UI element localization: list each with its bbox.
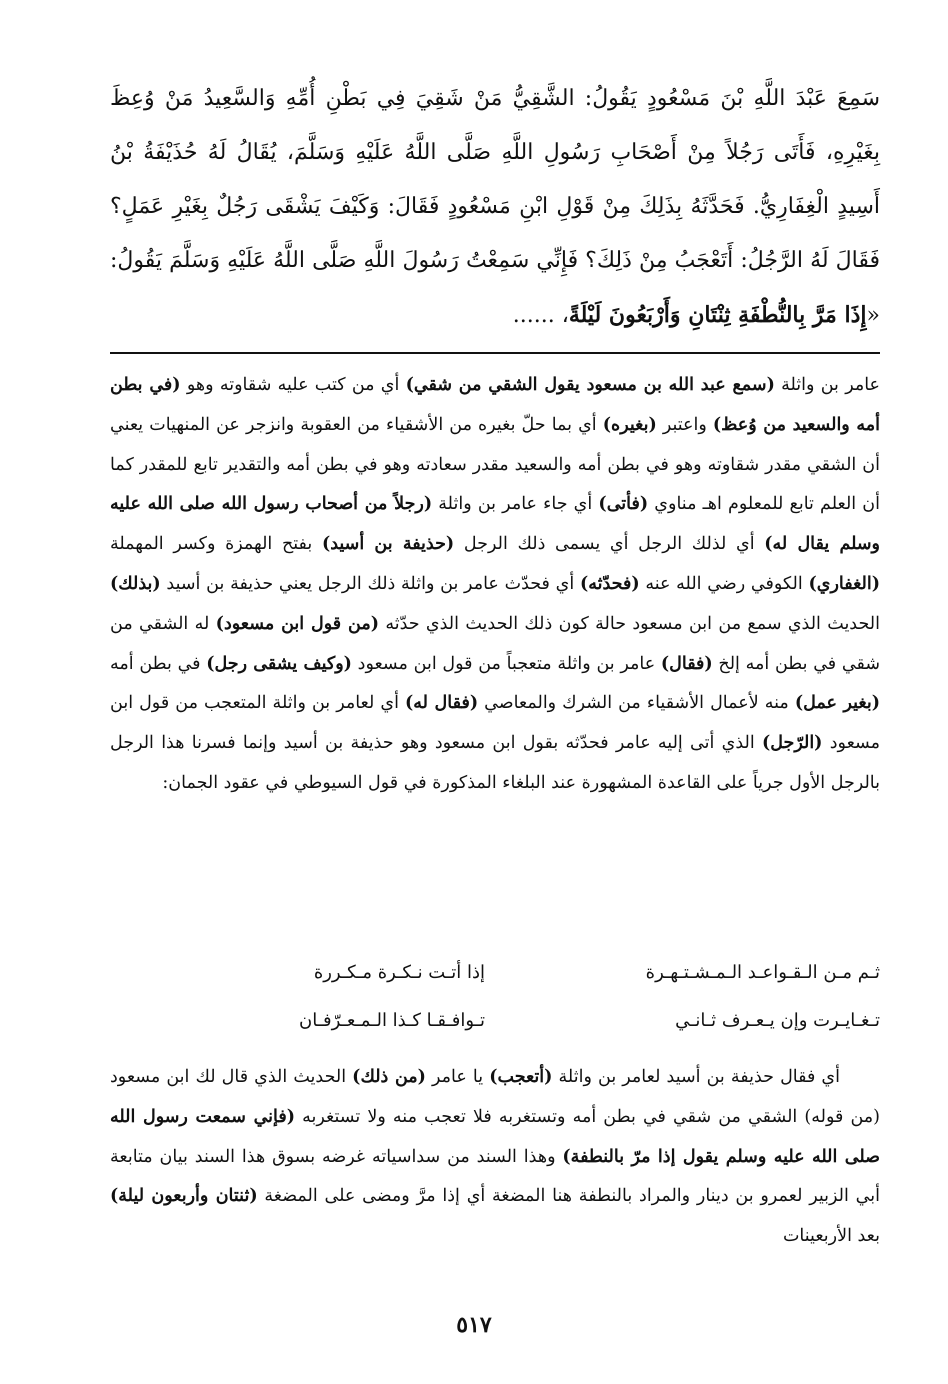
commentary-paragraph bbox=[110, 366, 880, 804]
text-segment: أي بما حلّ بغيره من الأشقياء من العقوبة وانزجر عن المنهيات يعني أن الشقي مقدر شقاوته وهو في بطن أمه والسعيد مقدر سعادته وهو في بطن أمه والتقدير تابع للمقدر كما أن العلم تابع للمعلوم اهـ مناوي bbox=[110, 414, 881, 515]
verse-first-half: ثـم مـن الـقـواعـد الـمـشـتـهـرة bbox=[645, 962, 880, 983]
bold-segment: (بغيره) bbox=[602, 414, 657, 435]
separator-line bbox=[110, 352, 880, 354]
bold-segment: (الرّجل) bbox=[761, 733, 823, 754]
text-segment: الحديث الذي سمع من ابن مسعود حالة كون ذلك الحديث الذي حدّثه bbox=[378, 613, 880, 634]
text-segment: أي لعامر بن واثلة المتعجب من قول ابن مسعود bbox=[110, 693, 881, 754]
verse-second-half: إذا أتـت نـكـرة مـكـررة bbox=[313, 962, 485, 983]
text-segment: عامر بن واثلة bbox=[774, 375, 880, 395]
text-segment: عامر بن واثلة متعجباً من قول ابن مسعود bbox=[351, 653, 661, 674]
verse-first-half: تـغـايـرت وإن يـعـرف ثـانـي bbox=[675, 1010, 880, 1031]
page-number: ٥١٧ bbox=[456, 1312, 492, 1338]
bold-segment: (بغير عمل) bbox=[794, 693, 881, 714]
bold-segment: (في بطن أمه والسعيد من وُعظ) bbox=[110, 375, 880, 435]
bold-segment: (الغفاري) bbox=[808, 573, 880, 594]
text-segment: منه لأعمال الأشقياء من الشرك والمعاصي bbox=[478, 693, 795, 714]
text-segment: في بطن أمه bbox=[110, 653, 207, 674]
commentary-continuation bbox=[110, 1058, 880, 1257]
bold-segment: (أتعجب) bbox=[489, 1067, 553, 1087]
bold-segment: (رجلاً من أصحاب رسول الله صلى الله عليه وسلم يقال له) bbox=[110, 494, 880, 555]
text-segment: وهذا السند من سداسياته غرضه بسوق هذا السند بيان متابعة أبي الزبير لعمرو بن دينار والمراد بالنطفة هنا المضغة أي إذا مرَّ ومضى على المضغة bbox=[110, 1146, 881, 1207]
hadith-quote-bold: إِذَا مَرَّ بِالنُّطْفَةِ ثِنْتَانِ وَأَرْبَعُونَ لَيْلَةً bbox=[568, 302, 867, 328]
text-segment: بعد الأربعينات bbox=[782, 1226, 880, 1247]
commentary-paragraph bbox=[110, 1058, 880, 1257]
text-segment: أي من كتب عليه شقاوته وهو bbox=[180, 375, 406, 395]
text-segment: أي فقال حذيفة بن أسيد لعامر بن واثلة bbox=[552, 1067, 840, 1087]
text-segment: الحديث الذي قال لك ابن مسعود (من قوله) الشقي من شقي في بطن أمه وتستغربه فلا تعجب منه ولا تستغربه bbox=[110, 1067, 880, 1127]
bold-segment: (حذيفة بن أسيد) bbox=[321, 534, 455, 555]
bold-segment: (من ذلك) bbox=[352, 1067, 426, 1087]
bold-segment: (فإني سمعت رسول الله صلى الله عليه وسلم يقول إذا مرّ بالنطفة) bbox=[110, 1106, 881, 1167]
bold-segment: (فقال له) bbox=[404, 693, 479, 714]
commentary-text bbox=[110, 366, 880, 804]
text-segment: يا عامر bbox=[425, 1067, 490, 1087]
text-segment: أي فحدّث عامر بن واثلة ذلك الرجل يعني حذيفة بن أسيد bbox=[160, 573, 580, 594]
text-segment: الذي أتى إليه عامر فحدّثه بقول ابن مسعود وهو حذيفة بن أسيد وإنما فسرنا هذا الرجل بالرجل الأول جرياً على القاعدة المشهورة عند البلغاء المذكورة في قول السيوطي في عقود الجمان: bbox=[110, 733, 880, 793]
text-segment: واعتبر bbox=[656, 414, 713, 435]
text-segment: له الشقي من شقي في بطن أمه إلخ bbox=[110, 613, 880, 674]
bold-segment: (من قول ابن مسعود) bbox=[215, 613, 379, 634]
bold-segment: (بذلك) bbox=[110, 573, 161, 594]
bold-segment: (فحدّثه) bbox=[579, 573, 640, 594]
text-segment: أي جاء عامر بن واثلة bbox=[432, 494, 599, 515]
text-segment: أي لذلك الرجل أي يسمى ذلك الرجل bbox=[454, 534, 765, 555]
hadith-text bbox=[110, 72, 880, 343]
bold-segment: (سمع عبد الله بن مسعود يقول الشقي من شقي) bbox=[405, 375, 775, 395]
bold-segment: (فأتى) bbox=[598, 494, 649, 515]
hadith-text-part: سَمِعَ عَبْدَ اللَّهِ بْنَ مَسْعُودٍ يَقُولُ: الشَّقِيُّ مَنْ شَقِيَ فِي بَطْنِ أُمِّهِ وَالسَّعِيدُ مَنْ وُعِظَ بِغَيْرِهِ، فَأَتَى رَجُلاً مِنْ أَصْحَابِ رَسُولِ اللَّهِ صَلَّى اللَّهُ عَلَيْهِ وَسَلَّمَ، يُقَالُ لَهُ حُذَيْفَةُ بْنُ أَسِيدٍ الْغِفَارِيُّ. فَحَدَّثَهُ بِذَلِكَ مِنْ قَوْلِ ابْنِ مَسْعُودٍ فَقَالَ: وَكَيْفَ يَشْقَى رَجُلٌ بِغَيْرِ عَمَلٍ؟ فَقَالَ لَهُ الرَّجُلُ: أَتَعْجَبُ مِنْ ذَلِكَ؟ فَإِنِّي سَمِعْتُ رَسُولَ اللَّهِ صَلَّى اللَّهُ عَلَيْهِ وَسَلَّمَ يَقُولُ: « bbox=[110, 86, 880, 328]
poem-verse bbox=[110, 962, 880, 1002]
verse-second-half: تـوافـقـا كـذا الـمـعـرّفـان bbox=[299, 1010, 485, 1031]
poem-verse bbox=[110, 1010, 880, 1050]
bold-segment: (وكيف يشقى رجل) bbox=[206, 653, 352, 674]
bold-segment: (ثنتان وأربعون ليلة) bbox=[110, 1186, 258, 1207]
text-segment: بفتح الهمزة وكسر المهملة bbox=[110, 534, 322, 555]
text-segment: الكوفي رضي الله عنه bbox=[639, 573, 809, 594]
bold-segment: (فقال) bbox=[660, 653, 713, 674]
hadith-ellipsis: ، ...... bbox=[512, 303, 569, 328]
hadith-paragraph bbox=[110, 72, 880, 343]
